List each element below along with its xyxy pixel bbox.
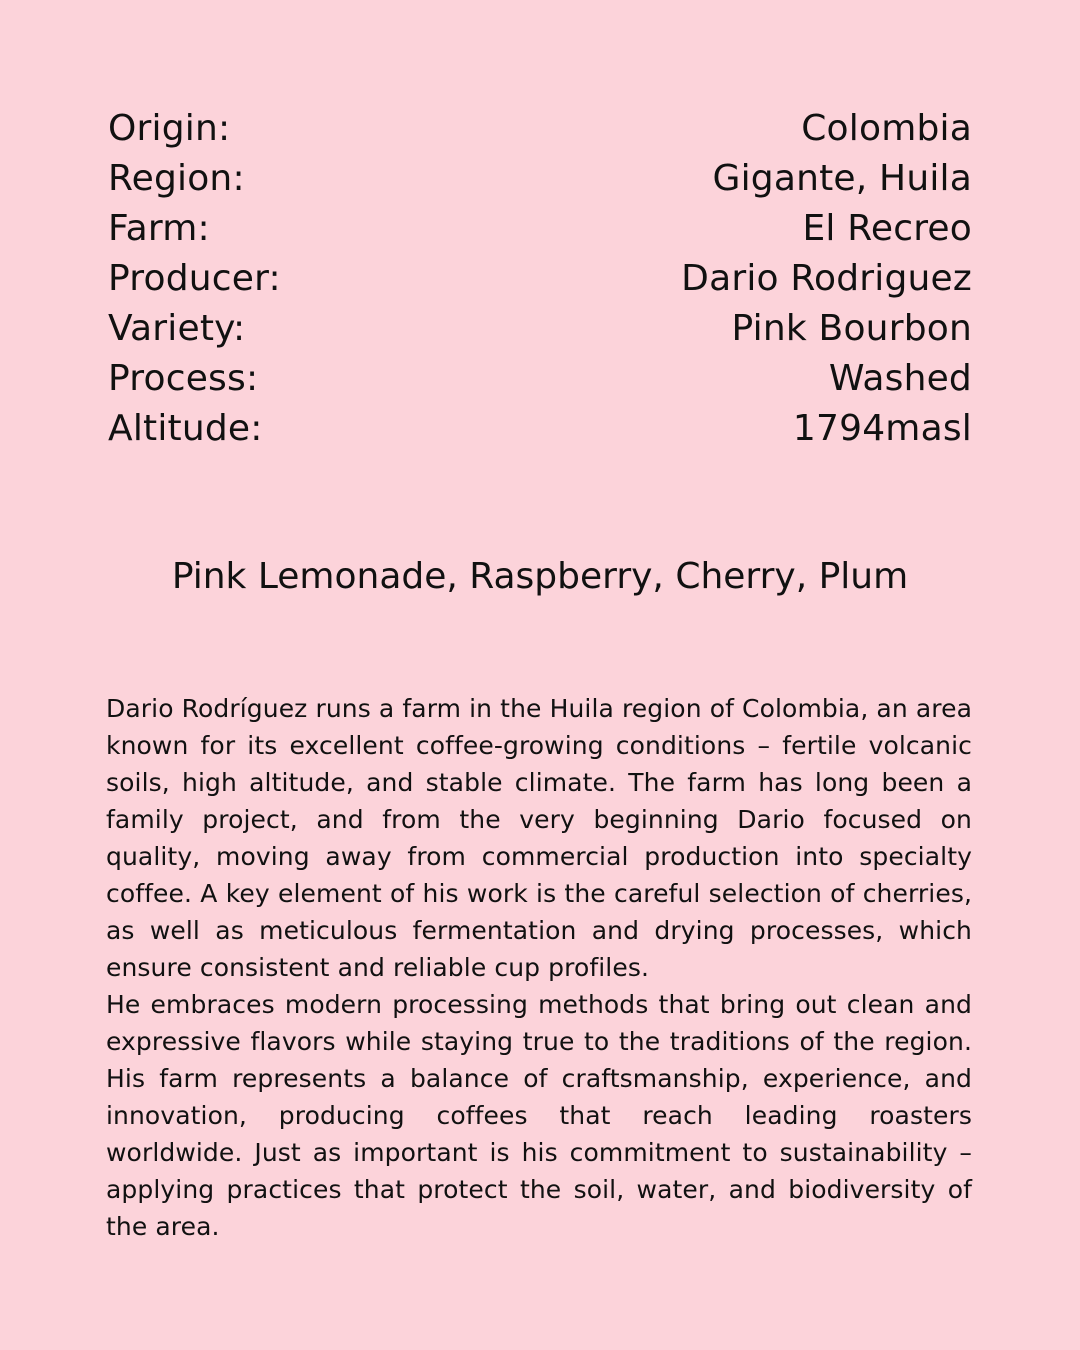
spec-row-region <box>108 154 972 204</box>
spec-value: Pink Bourbon <box>731 308 972 349</box>
spec-row-farm <box>108 204 972 254</box>
spec-label: Altitude: <box>108 408 263 449</box>
story-paragraph: Dario Rodríguez runs a farm in the Huila region of Colombia, an area known for its excellent coffee-growing conditions – fertile volcanic soils, high altitude, and stable climate. The farm has long been a family project, and from the very beginning Dario focused on quality, moving away from commercial production into specialty coffee. A key element of his work is the careful selection of cherries, as well as meticulous fermentation and drying processes, which ensure consistent and reliable cup profiles. <box>106 694 972 982</box>
spec-row-origin <box>108 104 972 154</box>
spec-value: Gigante, Huila <box>712 158 972 199</box>
spec-row-altitude <box>108 404 972 454</box>
spec-label: Producer: <box>108 258 281 299</box>
spec-label: Process: <box>108 358 259 399</box>
spec-row-process <box>108 354 972 404</box>
spec-value: El Recreo <box>802 208 972 249</box>
spec-value: Washed <box>828 358 972 399</box>
flavor-notes: Pink Lemonade, Raspberry, Cherry, Plum <box>171 556 909 597</box>
spec-label: Region: <box>108 158 245 199</box>
spec-value: Dario Rodriguez <box>681 258 972 299</box>
spec-label: Farm: <box>108 208 210 249</box>
story-paragraph: He embraces modern processing methods that bring out clean and expressive flavors while staying true to the traditions of the region. His farm represents a balance of craftsmanship, experience, and innovation, producing coffees that reach leading roasters worldwide. Just as important is his commitment to sustainability – applying practices that protect the soil, water, and biodiversity of the area. <box>106 990 972 1241</box>
spec-value: 1794masl <box>792 408 972 449</box>
spec-value: Colombia <box>801 108 972 149</box>
spec-label: Origin: <box>108 108 231 149</box>
producer-story <box>106 690 972 1245</box>
spec-table <box>108 104 972 454</box>
spec-row-variety <box>108 304 972 354</box>
spec-row-producer <box>108 254 972 304</box>
spec-label: Variety: <box>108 308 246 349</box>
coffee-info-card <box>108 104 972 1245</box>
